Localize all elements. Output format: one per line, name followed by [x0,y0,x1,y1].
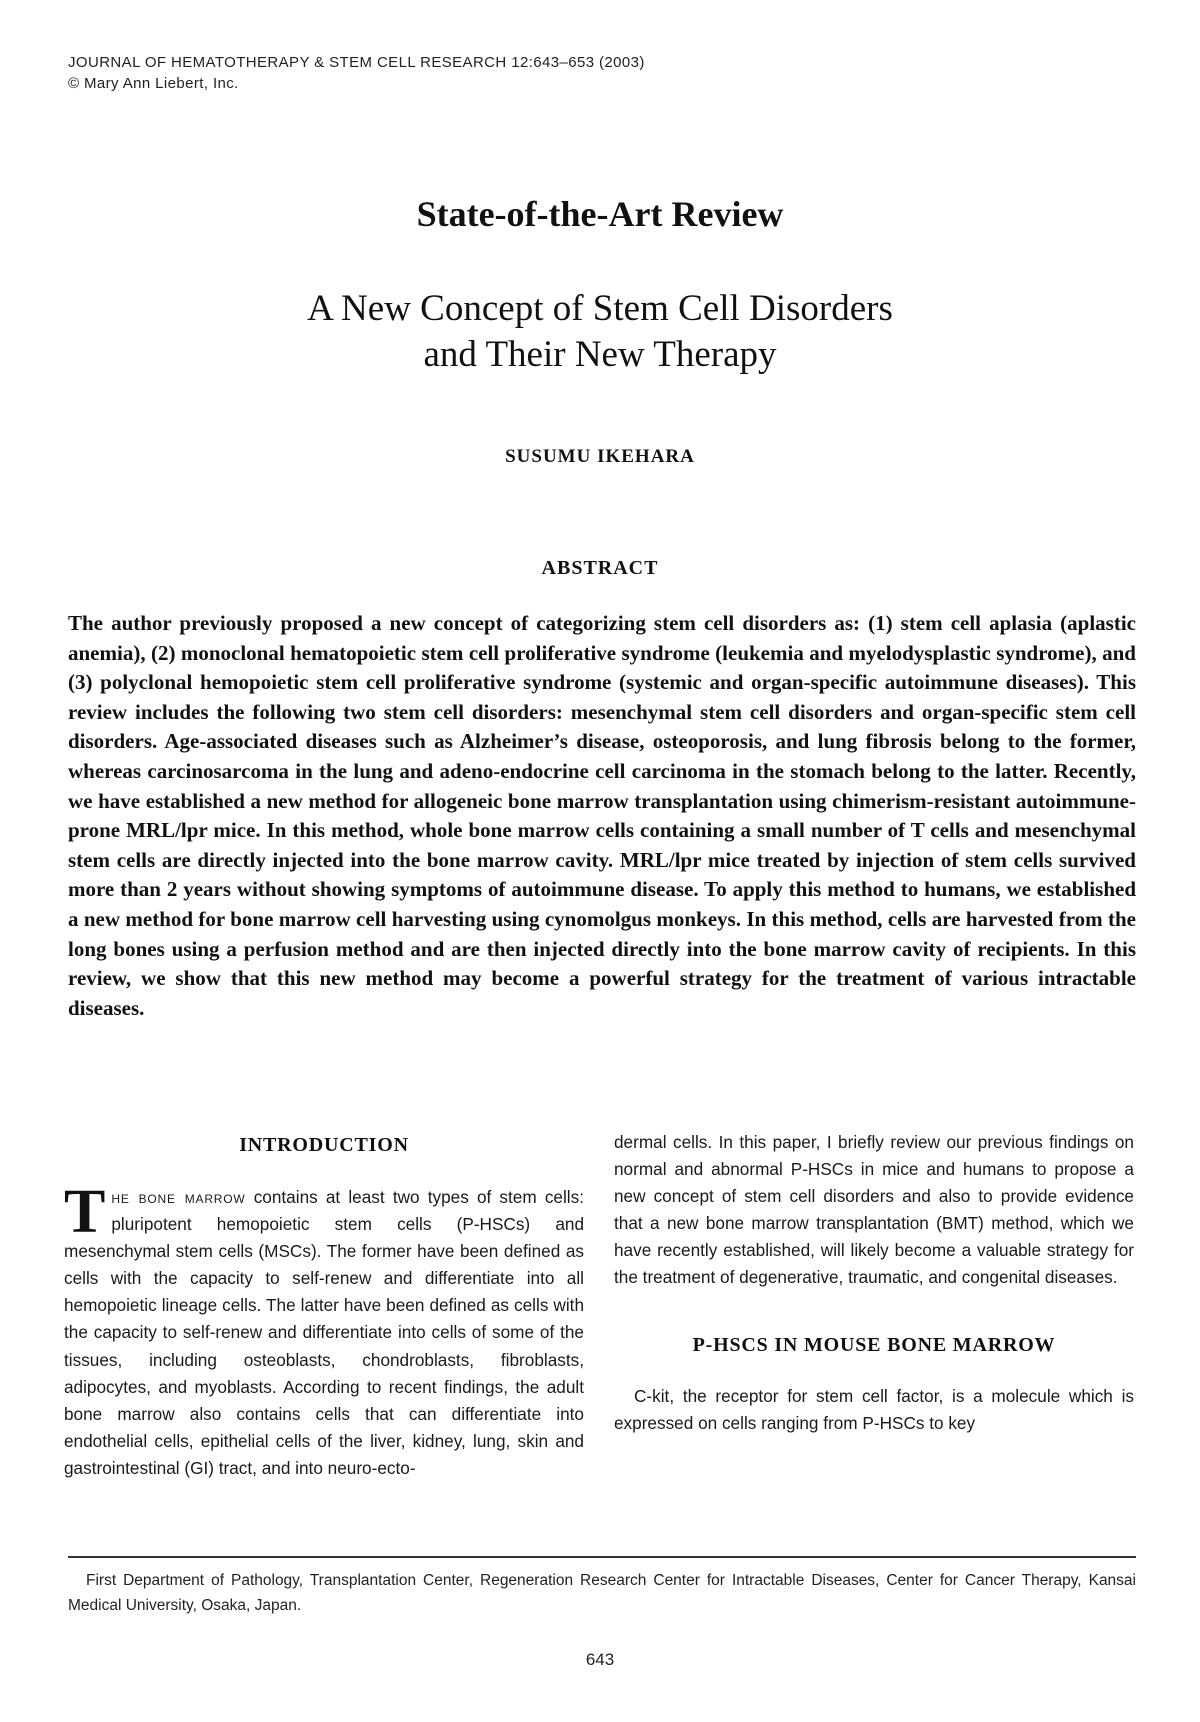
abstract-text: The author previously proposed a new concept of categorizing stem cell disorders as: (1) stem cell aplasia (aplastic anemia), (2) monoclonal hematopoietic stem cell proliferative syndrome (leukemia and myelodysplastic syndrome), and (3) polyclonal hemopoietic stem cell proliferative syndrome (systemic and organ-specific autoimmune diseases). This review includes the following two stem cell disorders: mesenchymal stem cell disorders and organ-specific stem cell disorders. Age-associated diseases such as Alzheimer’s disease, osteoporosis, and lung fibrosis belong to the former, whereas carcinosarcoma in the lung and adeno-endocrine cell carcinoma in the stomach belong to the latter. Recently, we have established a new method for allogeneic bone marrow transplantation using chimerism-resistant autoimmune-prone MRL/lpr mice. In this method, whole bone marrow cells containing a small number of T cells and mesenchymal stem cells are directly injected into the bone marrow cavity. MRL/lpr mice treated by injection of stem cells survived more than 2 years without showing symptoms of autoimmune disease. To apply this method to humans, we established a new method for bone marrow cell harvesting using cynomolgus monkeys. In this method, cells are harvested from the long bones using a perfusion method and are then injected directly into the bone marrow cavity of recipients. In this review, we show that this new method may become a powerful strategy for the treatment of various intractable diseases. [68,611,1136,1020]
copyright-notice: © Mary Ann Liebert, Inc. [68,75,239,92]
phscs-section-text: C-kit, the receptor for stem cell factor, is a molecule which is expressed on cells ranging from P-HSCs to key [614,1385,1134,1433]
introduction-continuation: dermal cells. In this paper, I briefly review our previous findings on normal and abnormal P-HSCs in mice and humans to propose a new concept of stem cell disorders and also to provide evidence that a new bone marrow transplantation (BMT) method, which we have recently established, will likely become a valuable strategy for the treatment of degenerative, traumatic, and congenital diseases. [614,1132,1134,1288]
introduction-paragraph [64,1178,584,1482]
author-name: SUSUMU IKEHARA [505,446,695,467]
page-number: 643 [585,1650,615,1669]
affiliation-footnote: First Department of Pathology, Transplantation Center, Regeneration Research Center for Intractable Diseases, Center for Cancer Therapy, Kansai Medical University, Osaka, Japan. [68,1572,1136,1614]
lead-in-smallcaps: he bone marrow [111,1187,246,1207]
introduction-body: contains at least two types of stem cells: pluripotent hemopoietic stem cells (P-HSCs) and mesenchymal stem cells (MSCs). The former have been defined as cells with the capacity to self-renew and differentiate into all hemopoietic lineage cells. The latter have been defined as cells with the capacity to self-renew and differentiate into cells of some of the tissues, including osteoblasts, chondroblasts, fibroblasts, adipocytes, and myoblasts. According to recent findings, the adult bone marrow also contains cells that can differentiate into endothelial cells, epithelial cells of the liver, kidney, lung, skin and gastrointestinal (GI) tract, and into neuro-ecto- [64,1187,584,1478]
abstract-heading: ABSTRACT [541,557,659,579]
introduction-heading: INTRODUCTION [239,1134,409,1156]
right-column [614,1129,1134,1437]
footnote-divider [68,1556,1136,1558]
article-title [0,286,1200,378]
article-title-line-1: A New Concept of Stem Cell Disorders [307,288,893,329]
left-column [64,1132,584,1482]
review-type-heading: State-of-the-Art Review [416,194,784,234]
phscs-section-heading: P-HSCS IN MOUSE BONE MARROW [692,1333,1056,1356]
journal-citation: JOURNAL OF HEMATOTHERAPY & STEM CELL RESEARCH 12:643–653 (2003) [68,54,645,71]
journal-header [68,52,645,94]
article-title-line-2: and Their New Therapy [423,334,777,375]
drop-cap: T [64,1178,106,1246]
